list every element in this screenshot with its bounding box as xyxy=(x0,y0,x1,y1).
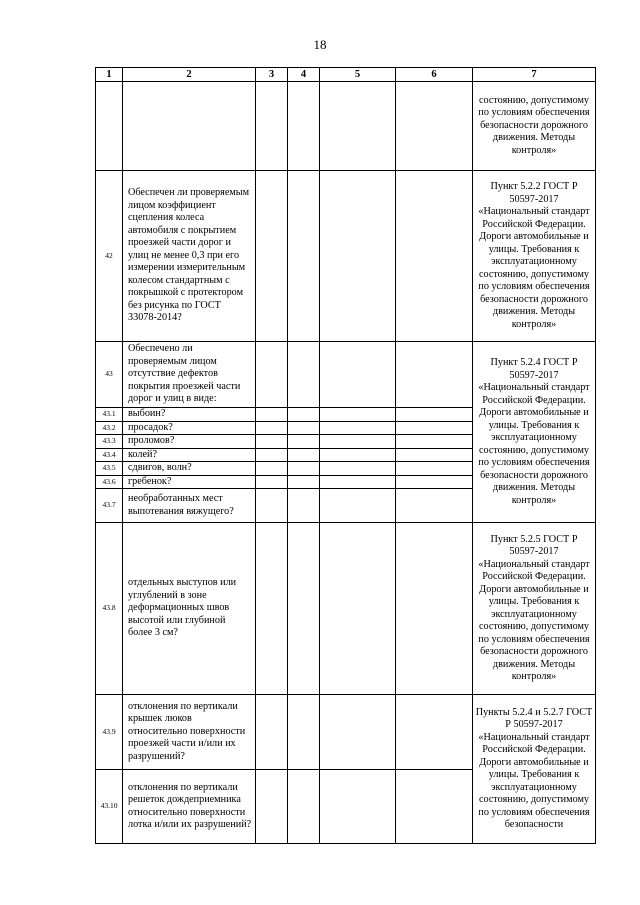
question-cell: просадок? xyxy=(123,421,256,435)
table-row xyxy=(96,171,596,342)
note-cell xyxy=(396,448,473,462)
note-cell xyxy=(396,408,473,422)
note-cell xyxy=(320,82,396,171)
row-number: 43.4 xyxy=(96,448,123,462)
note-cell xyxy=(396,82,473,171)
answer-no-cell xyxy=(288,448,320,462)
answer-no-cell xyxy=(288,462,320,476)
question-cell: Обеспечено ли проверяемым лицом отсутствие дефектов покрытия проезжей части дорог и улиц в виде: xyxy=(123,342,256,408)
table-row xyxy=(96,342,596,408)
row-number: 43.10 xyxy=(96,770,123,844)
answer-no-cell xyxy=(288,421,320,435)
note-cell xyxy=(396,770,473,844)
row-number: 43.2 xyxy=(96,421,123,435)
note-cell xyxy=(320,421,396,435)
question-cell: выбоин? xyxy=(123,408,256,422)
question-cell: колей? xyxy=(123,448,256,462)
row-number: 43.6 xyxy=(96,475,123,489)
note-cell xyxy=(320,695,396,770)
row-number: 43.3 xyxy=(96,435,123,449)
row-number: 43.9 xyxy=(96,695,123,770)
answer-yes-cell xyxy=(256,462,288,476)
answer-yes-cell xyxy=(256,448,288,462)
answer-yes-cell xyxy=(256,171,288,342)
note-cell xyxy=(320,435,396,449)
question-cell xyxy=(123,82,256,171)
note-cell xyxy=(320,523,396,695)
note-cell xyxy=(396,695,473,770)
question-cell: Обеспечен ли проверяемым лицом коэффициент сцепления колеса автомобиля с покрытием проезжей части дорог и улиц не менее 0,3 при его измерении измерительным колесом стандартным с покрышкой с протектором без рисунка по ГОСТ 33078-2014? xyxy=(123,171,256,342)
column-header: 1 xyxy=(96,68,123,82)
column-header: 5 xyxy=(320,68,396,82)
answer-yes-cell xyxy=(256,489,288,523)
table-row xyxy=(96,82,596,171)
row-number: 42 xyxy=(96,171,123,342)
table-row xyxy=(96,523,596,695)
answer-yes-cell xyxy=(256,475,288,489)
answer-yes-cell xyxy=(256,408,288,422)
answer-no-cell xyxy=(288,695,320,770)
checklist-table xyxy=(95,67,596,844)
reference-cell: Пункты 5.2.4 и 5.2.7 ГОСТ Р 50597-2017 «Национальный стандарт Российской Федерации. Дороги автомобильные и улицы. Требования к эксплуатационному состоянию, допустимому по условиям обеспечения безопасности xyxy=(473,695,596,844)
note-cell xyxy=(396,462,473,476)
note-cell xyxy=(396,342,473,408)
note-cell xyxy=(396,523,473,695)
note-cell xyxy=(320,171,396,342)
question-cell: необработанных мест выпотевания вяжущего? xyxy=(123,489,256,523)
answer-yes-cell xyxy=(256,82,288,171)
note-cell xyxy=(320,408,396,422)
answer-no-cell xyxy=(288,523,320,695)
answer-yes-cell xyxy=(256,523,288,695)
column-header: 7 xyxy=(473,68,596,82)
question-cell: отдельных выступов или углублений в зоне деформационных швов высотой или глубиной более 3 см? xyxy=(123,523,256,695)
answer-yes-cell xyxy=(256,695,288,770)
note-cell xyxy=(320,462,396,476)
reference-cell: Пункт 5.2.2 ГОСТ Р 50597-2017 «Национальный стандарт Российской Федерации. Дороги автомобильные и улицы. Требования к эксплуатационному состоянию, допустимому по условиям обеспечения безопасности дорожного движения. Методы контроля» xyxy=(473,171,596,342)
column-header: 3 xyxy=(256,68,288,82)
row-number: 43.8 xyxy=(96,523,123,695)
row-number: 43.1 xyxy=(96,408,123,422)
note-cell xyxy=(396,171,473,342)
question-cell: отклонения по вертикали решеток дождеприемника относительно поверхности лотка и/или их разрушений? xyxy=(123,770,256,844)
answer-no-cell xyxy=(288,82,320,171)
reference-cell: Пункт 5.2.4 ГОСТ Р 50597-2017 «Национальный стандарт Российской Федерации. Дороги автомобильные и улицы. Требования к эксплуатационному состоянию, допустимому по условиям обеспечения безопасности дорожного движения. Методы контроля» xyxy=(473,342,596,523)
page-number: 18 xyxy=(313,37,327,52)
table-row xyxy=(96,695,596,770)
column-header: 6 xyxy=(396,68,473,82)
column-header: 2 xyxy=(123,68,256,82)
question-cell: отклонения по вертикали крышек люков относительно поверхности проезжей части и/или их разрушений? xyxy=(123,695,256,770)
answer-yes-cell xyxy=(256,421,288,435)
row-number xyxy=(96,82,123,171)
answer-no-cell xyxy=(288,770,320,844)
note-cell xyxy=(396,489,473,523)
note-cell xyxy=(396,475,473,489)
row-number: 43 xyxy=(96,342,123,408)
question-cell: гребенок? xyxy=(123,475,256,489)
answer-yes-cell xyxy=(256,770,288,844)
note-cell xyxy=(320,770,396,844)
answer-no-cell xyxy=(288,342,320,408)
answer-no-cell xyxy=(288,489,320,523)
note-cell xyxy=(320,342,396,408)
note-cell xyxy=(320,448,396,462)
answer-no-cell xyxy=(288,171,320,342)
row-number: 43.5 xyxy=(96,462,123,476)
note-cell xyxy=(320,489,396,523)
note-cell xyxy=(320,475,396,489)
question-cell: проломов? xyxy=(123,435,256,449)
note-cell xyxy=(396,421,473,435)
answer-no-cell xyxy=(288,475,320,489)
table-header-row xyxy=(96,68,596,82)
row-number: 43.7 xyxy=(96,489,123,523)
reference-cell: состоянию, допустимому по условиям обеспечения безопасности дорожного движения. Методы контроля» xyxy=(473,82,596,171)
answer-no-cell xyxy=(288,435,320,449)
reference-cell: Пункт 5.2.5 ГОСТ Р 50597-2017 «Национальный стандарт Российской Федерации. Дороги автомобильные и улицы. Требования к эксплуатационному состоянию, допустимому по условиям обеспечения безопасности дорожного движения. Методы контроля» xyxy=(473,523,596,695)
answer-yes-cell xyxy=(256,435,288,449)
note-cell xyxy=(396,435,473,449)
answer-yes-cell xyxy=(256,342,288,408)
answer-no-cell xyxy=(288,408,320,422)
column-header: 4 xyxy=(288,68,320,82)
question-cell: сдвигов, волн? xyxy=(123,462,256,476)
